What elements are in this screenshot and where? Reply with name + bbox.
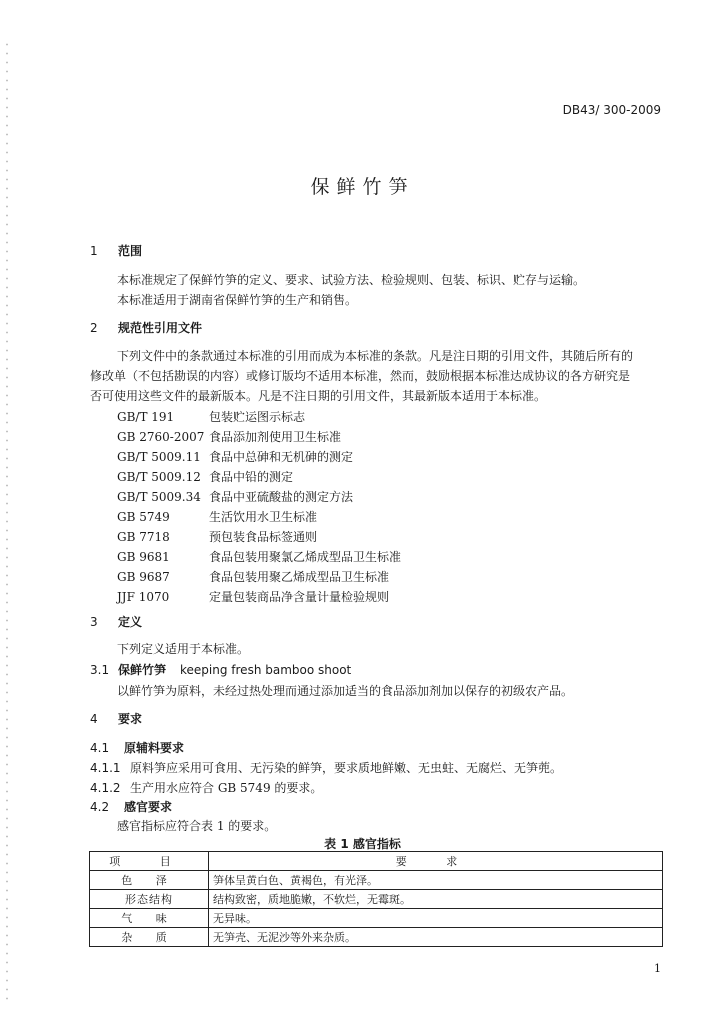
section-3-title: 定义 bbox=[118, 615, 143, 629]
ref-name: 包装贮运图示标志 bbox=[209, 410, 306, 424]
section-1-title: 范围 bbox=[118, 244, 143, 258]
ref-code: GB/T 191 bbox=[117, 410, 175, 424]
section-2-intro-2: 修改单（不包括勘误的内容）或修订版均不适用本标准，然而，鼓励根据本标准达成协议的各方研究是 bbox=[90, 369, 631, 383]
table-cell-item: 形态结构 bbox=[90, 890, 209, 909]
ref-item bbox=[117, 589, 389, 605]
section-4-1-2 bbox=[90, 780, 322, 796]
section-4-1-heading bbox=[90, 740, 184, 756]
ref-item bbox=[117, 449, 353, 465]
page-number: 1 bbox=[654, 962, 661, 975]
document-title: 保鲜竹笋 bbox=[310, 176, 415, 198]
section-4-2-text: 感官指标应符合表 1 的要求。 bbox=[117, 819, 277, 833]
table-row bbox=[90, 890, 663, 909]
ref-name: 食品包装用聚乙烯成型品卫生标准 bbox=[209, 570, 390, 584]
ref-code: GB 9687 bbox=[117, 570, 170, 584]
ref-code: GB 9681 bbox=[117, 550, 170, 564]
ref-code: GB/T 5009.11 bbox=[117, 450, 201, 464]
section-4-1-2-number: 4.1.2 bbox=[90, 781, 121, 795]
ref-name: 食品包装用聚氯乙烯成型品卫生标准 bbox=[209, 550, 402, 564]
section-1-number: 1 bbox=[90, 244, 98, 258]
sensory-table bbox=[89, 851, 663, 947]
table-header-row bbox=[90, 852, 663, 871]
table-row bbox=[90, 909, 663, 928]
section-2-title: 规范性引用文件 bbox=[118, 321, 203, 335]
table-row bbox=[90, 928, 663, 947]
definition-3-1-text: 以鲜竹笋为原料，未经过热处理而通过添加适当的食品添加剂加以保存的初级农产品。 bbox=[117, 684, 574, 698]
table-header-item: 项 目 bbox=[90, 852, 209, 871]
section-4-1-number: 4.1 bbox=[90, 741, 110, 755]
section-4-1-title: 原辅料要求 bbox=[124, 741, 185, 755]
ref-name: 食品添加剂使用卫生标准 bbox=[209, 430, 342, 444]
table-row bbox=[90, 871, 663, 890]
section-1-para-1: 本标准规定了保鲜竹笋的定义、要求、试验方法、检验规则、包装、标识、贮存与运输。 bbox=[117, 273, 586, 287]
ref-name: 预包装食品标签通则 bbox=[209, 530, 318, 544]
section-4-2-title: 感官要求 bbox=[124, 800, 173, 814]
ref-item bbox=[117, 529, 317, 545]
definition-3-1-number: 3.1 bbox=[90, 663, 110, 677]
table-cell-item: 杂 质 bbox=[90, 928, 209, 947]
table-cell-requirement: 无笋壳、无泥沙等外来杂质。 bbox=[209, 928, 663, 947]
section-1-para-2: 本标准适用于湖南省保鲜竹笋的生产和销售。 bbox=[117, 293, 358, 307]
section-4-2-heading bbox=[90, 799, 172, 815]
standard-number: DB43/ 300-2009 bbox=[562, 103, 661, 117]
ref-name: 生活饮用水卫生标准 bbox=[209, 510, 318, 524]
ref-item bbox=[117, 489, 353, 505]
section-4-2-number: 4.2 bbox=[90, 800, 110, 814]
section-2-number: 2 bbox=[90, 321, 98, 335]
ref-item bbox=[117, 549, 401, 565]
table-1-caption: 表 1 感官指标 bbox=[324, 837, 401, 851]
section-3-intro: 下列定义适用于本标准。 bbox=[117, 642, 250, 656]
definition-3-1-term: 保鲜竹笋 bbox=[118, 663, 167, 677]
ref-code: GB/T 5009.34 bbox=[117, 490, 201, 504]
ref-code: JJF 1070 bbox=[117, 590, 170, 604]
section-3-number: 3 bbox=[90, 615, 98, 629]
ref-code: GB 7718 bbox=[117, 530, 170, 544]
section-4-1-2-text: 生产用水应符合 GB 5749 的要求。 bbox=[130, 781, 323, 795]
section-1-heading bbox=[90, 243, 142, 259]
ref-item bbox=[117, 569, 389, 585]
table-cell-item: 色 泽 bbox=[90, 871, 209, 890]
ref-name: 食品中亚硫酸盐的测定方法 bbox=[209, 490, 354, 504]
section-2-intro-3: 否可使用这些文件的最新版本。凡是不注日期的引用文件，其最新版本适用于本标准。 bbox=[90, 389, 547, 403]
section-2-intro-1: 下列文件中的条款通过本标准的引用而成为本标准的条款。凡是注日期的引用文件，其随后所有的 bbox=[117, 349, 634, 363]
section-4-1-1-text: 原料笋应采用可食用、无污染的鲜笋，要求质地鲜嫩、无虫蛀、无腐烂、无笋蔸。 bbox=[130, 761, 563, 775]
definition-3-1-heading bbox=[90, 662, 351, 678]
section-3-heading bbox=[90, 614, 142, 630]
ref-item bbox=[117, 469, 293, 485]
section-4-1-1-number: 4.1.1 bbox=[90, 761, 121, 775]
ref-name: 食品中总砷和无机砷的测定 bbox=[209, 450, 354, 464]
ref-code: GB 2760-2007 bbox=[117, 430, 205, 444]
ref-item bbox=[117, 409, 305, 425]
ref-name: 食品中铅的测定 bbox=[209, 470, 294, 484]
definition-3-1-term-en: keeping fresh bamboo shoot bbox=[180, 663, 352, 677]
table-cell-requirement: 笋体呈黄白色、黄褐色，有光泽。 bbox=[209, 871, 663, 890]
table-cell-requirement: 结构致密，质地脆嫩，不软烂，无霉斑。 bbox=[209, 890, 663, 909]
table-cell-requirement: 无异味。 bbox=[209, 909, 663, 928]
table-cell-item: 气 味 bbox=[90, 909, 209, 928]
section-4-heading bbox=[90, 711, 142, 727]
section-2-heading bbox=[90, 320, 202, 336]
section-4-title: 要求 bbox=[118, 712, 143, 726]
ref-item bbox=[117, 429, 341, 445]
ref-code: GB/T 5009.12 bbox=[117, 470, 201, 484]
ref-name: 定量包装商品净含量计量检验规则 bbox=[209, 590, 390, 604]
ref-item bbox=[117, 509, 317, 525]
ref-code: GB 5749 bbox=[117, 510, 170, 524]
section-4-number: 4 bbox=[90, 712, 98, 726]
section-4-1-1 bbox=[90, 760, 562, 776]
table-header-requirement: 要 求 bbox=[209, 852, 663, 871]
